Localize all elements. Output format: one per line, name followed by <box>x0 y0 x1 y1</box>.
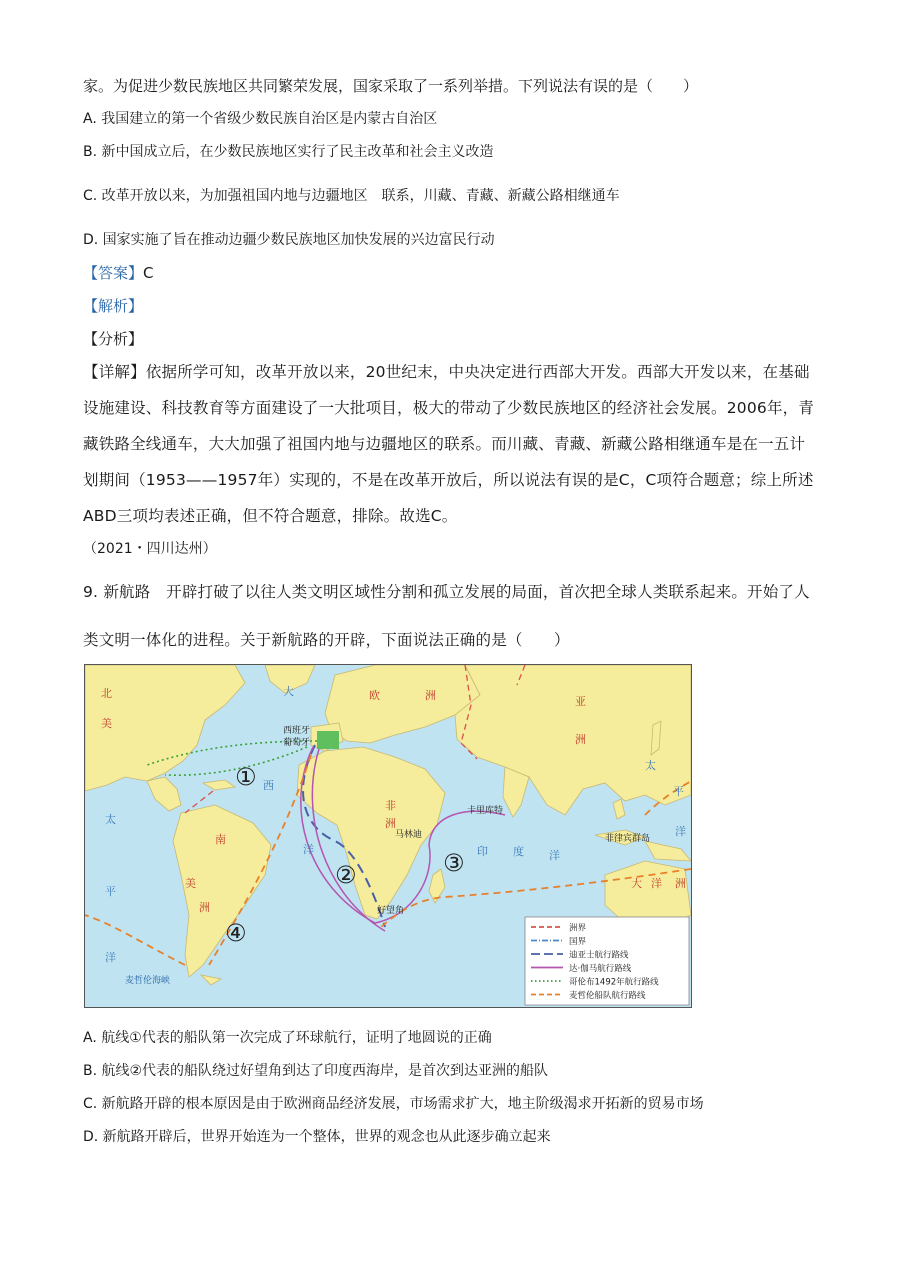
iberia-highlight <box>317 731 339 749</box>
detail-line-4: 划期间（1953——1957年）实现的，不是在改革开放后，所以说法有误的是C，C项符合题意；综上所述 <box>83 471 814 489</box>
label-magellan-strait: 麦哲伦海峡 <box>125 976 171 986</box>
pac-left-char-1: 太 <box>105 813 116 826</box>
detail-line-2: 设施建设、科技教育等方面建设了一大批项目，极大的带动了少数民族地区的经济社会发展。2006年，青 <box>83 399 815 417</box>
na-char-2: 美 <box>101 717 112 730</box>
route-4-marker: ④ <box>225 919 247 947</box>
q9-stem-line-2: 类文明一体化的进程。关于新航路的开辟，下面说法正确的是（ ） <box>83 631 570 649</box>
legend-label-5: 麦哲伦船队航行路线 <box>569 991 646 1001</box>
legend-label-4: 哥伦布1492年航行路线 <box>569 977 659 988</box>
detail-line-3: 藏铁路全线通车，大大加强了祖国内地与边疆地区的联系。而川藏、青藏、新藏公路相继通车是在一五计 <box>83 435 806 453</box>
q9-option-d: D. 新航路开辟后，世界开始连为一个整体，世界的观念也从此逐步确立起来 <box>83 1129 551 1145</box>
af-char-2: 洲 <box>385 817 396 830</box>
answer-label: 【答案】 <box>83 264 144 282</box>
atl-char-3: 洋 <box>303 843 314 856</box>
eu-char-1: 欧 <box>369 689 380 702</box>
label-philippines: 菲律宾群岛 <box>605 834 651 844</box>
q9-option-c: C. 新航路开辟的根本原因是由于欧洲商品经济发展，市场需求扩大，地主阶级渴求开拓新的贸易市场 <box>83 1096 704 1112</box>
atl-char-2: 西 <box>263 779 274 792</box>
pac-right-char-1: 太 <box>645 759 656 772</box>
detail-label: 【详解】 <box>83 363 146 381</box>
map-legend <box>525 917 689 1005</box>
pac-left-char-3: 洋 <box>105 951 116 964</box>
sa-char-2: 美 <box>185 877 196 890</box>
analysis-label: 【解析】 <box>83 297 144 315</box>
label-calicut: 卡里库特 <box>467 806 504 816</box>
route-1-marker: ① <box>235 763 257 791</box>
label-spain: 西班牙 <box>283 726 311 736</box>
legend-label-0: 洲界 <box>569 923 587 934</box>
q9-option-b: B. 航线②代表的船队绕过好望角到达了印度西海岸，是首次到达亚洲的船队 <box>83 1063 549 1079</box>
as-char-1: 亚 <box>575 695 586 708</box>
oc-char-2: 洋 <box>651 877 662 890</box>
eu-char-2: 洲 <box>425 689 436 702</box>
label-malindi: 马林迪 <box>395 830 423 840</box>
pac-right-char-3: 洋 <box>675 825 686 838</box>
route-2-marker: ② <box>335 861 357 889</box>
detail-line-5: ABD三项均表述正确，但不符合题意，排除。故选C。 <box>83 507 458 525</box>
na-char-1: 北 <box>101 687 112 700</box>
label-portugal: 葡萄牙 <box>283 738 311 748</box>
sa-char-1: 南 <box>215 833 226 846</box>
route-3-marker: ③ <box>443 849 465 877</box>
answer-value: C <box>143 264 154 282</box>
fenxi-label: 【分析】 <box>83 330 144 348</box>
as-char-2: 洲 <box>575 733 586 746</box>
sa-char-3: 洲 <box>199 901 210 914</box>
q8-option-b: B. 新中国成立后，在少数民族地区实行了民主改革和社会主义改造 <box>83 144 494 160</box>
source-tag: （2021・四川达州） <box>83 541 217 557</box>
q8-stem: 家。为促进少数民族地区共同繁荣发展，国家采取了一系列举措。下列说法有误的是（ ） <box>83 77 699 95</box>
atl-char-1: 大 <box>283 685 294 698</box>
ind-char-2: 度 <box>513 845 524 858</box>
legend-label-1: 国界 <box>569 937 587 947</box>
q8-option-a: A. 我国建立的第一个省级少数民族自治区是内蒙古自治区 <box>83 111 438 127</box>
ind-char-1: 印 <box>477 845 488 858</box>
label-cape: 好望角 <box>377 906 405 916</box>
q8-option-c: C. 改革开放以来，为加强祖国内地与边疆地区 联系，川藏、青藏、新藏公路相继通车 <box>83 188 620 204</box>
q9-option-a: A. 航线①代表的船队第一次完成了环球航行，证明了地圆说的正确 <box>83 1030 492 1046</box>
af-char-1: 非 <box>385 799 396 812</box>
detail-line-1 <box>83 361 810 383</box>
q8-option-d: D. 国家实施了旨在推动边疆少数民族地区加快发展的兴边富民行动 <box>83 232 495 248</box>
legend-label-2: 迪亚士航行路线 <box>569 950 629 961</box>
answer-row <box>83 262 154 284</box>
pac-right-char-2: 平 <box>673 785 684 798</box>
legend-label-3: 达·伽马航行路线 <box>569 964 632 974</box>
oc-char-1: 大 <box>631 877 642 890</box>
pac-left-char-2: 平 <box>105 885 116 898</box>
q9-stem-line-1: 9. 新航路 开辟打破了以往人类文明区域性分割和孤立发展的局面，首次把全球人类联系起来。开始了人 <box>83 583 810 601</box>
oc-char-3: 洲 <box>675 877 686 890</box>
detail-text-1: 依据所学可知，改革开放以来，20世纪末，中央决定进行西部大开发。西部大开发以来，在基础 <box>145 363 810 381</box>
new-sea-routes-map <box>84 664 692 1008</box>
ind-char-3: 洋 <box>549 849 560 862</box>
